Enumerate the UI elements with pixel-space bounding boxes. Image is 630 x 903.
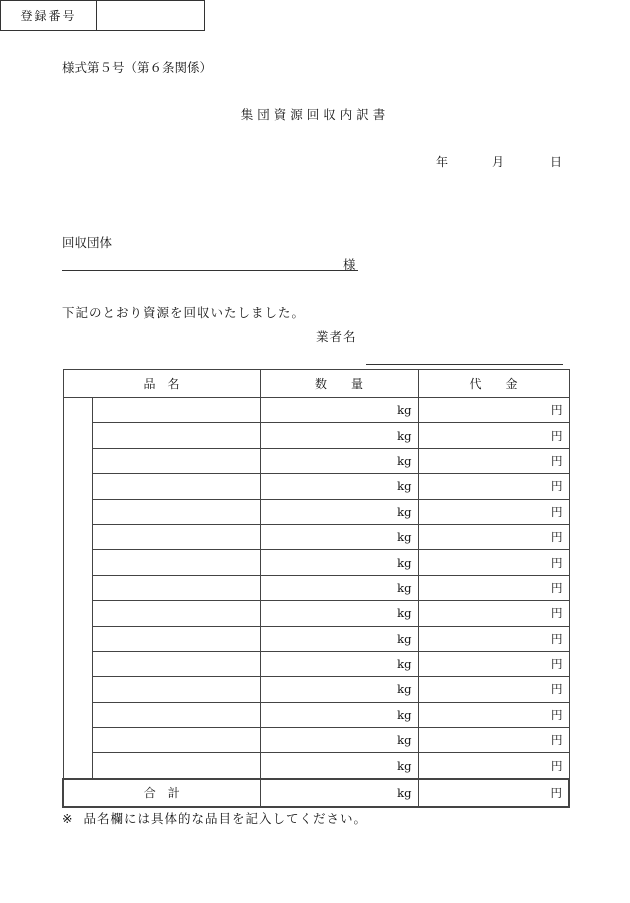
price-unit-yen: 円 xyxy=(551,606,563,621)
quantity-cell[interactable] xyxy=(260,651,418,676)
breakdown-table-wrapper xyxy=(62,369,568,805)
quantity-cell[interactable] xyxy=(260,575,418,600)
registration-number-field[interactable] xyxy=(97,1,204,30)
date-year-label: 年 xyxy=(436,155,449,169)
table-row xyxy=(63,677,569,702)
price-unit-yen: 円 xyxy=(551,682,563,697)
price-cell[interactable] xyxy=(418,728,569,753)
collection-group-underline xyxy=(62,270,358,271)
header-quantity: 数 量 xyxy=(260,370,418,398)
price-unit-yen: 円 xyxy=(551,453,563,468)
quantity-unit-kg: kg xyxy=(397,453,412,468)
item-name-cell[interactable] xyxy=(92,524,260,549)
item-name-cell[interactable] xyxy=(92,728,260,753)
price-cell[interactable] xyxy=(418,474,569,499)
header-item-name: 品 名 xyxy=(63,370,260,398)
total-label: 合 計 xyxy=(63,779,260,807)
price-cell[interactable] xyxy=(418,524,569,549)
item-name-cell[interactable] xyxy=(92,499,260,524)
quantity-cell[interactable] xyxy=(260,423,418,448)
table-row xyxy=(63,728,569,753)
quantity-unit-kg: kg xyxy=(397,733,412,748)
collection-group-name-field[interactable] xyxy=(66,255,336,269)
item-name-cell[interactable] xyxy=(92,448,260,473)
quantity-unit-kg: kg xyxy=(397,758,412,773)
quantity-cell[interactable] xyxy=(260,448,418,473)
table-body xyxy=(63,398,569,807)
total-price-unit-yen: 円 xyxy=(550,785,563,800)
price-cell[interactable] xyxy=(418,423,569,448)
price-unit-yen: 円 xyxy=(551,403,563,418)
price-cell[interactable] xyxy=(418,398,569,423)
price-cell[interactable] xyxy=(418,448,569,473)
statement-text: 下記のとおり資源を回収いたしました。 xyxy=(62,305,306,320)
price-unit-yen: 円 xyxy=(551,428,563,443)
price-unit-yen: 円 xyxy=(551,580,563,595)
table-row xyxy=(63,499,569,524)
vendor-name-field[interactable] xyxy=(368,348,561,362)
table-row xyxy=(63,398,569,423)
item-name-cell[interactable] xyxy=(92,550,260,575)
vendor-label: 業者名 xyxy=(316,329,357,344)
quantity-unit-kg: kg xyxy=(397,428,412,443)
date-day-label: 日 xyxy=(550,155,563,169)
quantity-cell[interactable] xyxy=(260,728,418,753)
table-row xyxy=(63,601,569,626)
quantity-unit-kg: kg xyxy=(397,530,412,545)
table-row xyxy=(63,626,569,651)
total-quantity-cell[interactable] xyxy=(260,779,418,807)
table-header-row xyxy=(63,370,569,398)
quantity-cell[interactable] xyxy=(260,398,418,423)
quantity-unit-kg: kg xyxy=(397,479,412,494)
quantity-unit-kg: kg xyxy=(397,580,412,595)
total-row xyxy=(63,779,569,807)
price-unit-yen: 円 xyxy=(551,555,563,570)
quantity-cell[interactable] xyxy=(260,702,418,727)
date-month-label: 月 xyxy=(492,155,505,169)
item-name-cell[interactable] xyxy=(92,601,260,626)
item-name-cell[interactable] xyxy=(92,575,260,600)
document-title: 集団資源回収内訳書 xyxy=(240,107,390,122)
collection-group-label: 回収団体 xyxy=(62,235,113,250)
table-row xyxy=(63,550,569,575)
price-unit-yen: 円 xyxy=(551,479,563,494)
quantity-unit-kg: kg xyxy=(397,504,412,519)
registration-number-box xyxy=(0,0,205,31)
price-cell[interactable] xyxy=(418,702,569,727)
table-row xyxy=(63,474,569,499)
item-name-cell[interactable] xyxy=(92,474,260,499)
price-cell[interactable] xyxy=(418,499,569,524)
quantity-cell[interactable] xyxy=(260,499,418,524)
footnote-mark: ※ xyxy=(62,811,74,826)
price-unit-yen: 円 xyxy=(551,504,563,519)
item-name-cell[interactable] xyxy=(92,753,260,779)
item-name-cell[interactable] xyxy=(92,651,260,676)
table-row xyxy=(63,753,569,779)
price-unit-yen: 円 xyxy=(551,758,563,773)
honorific-sama: 様 xyxy=(343,257,356,272)
price-unit-yen: 円 xyxy=(551,733,563,748)
price-cell[interactable] xyxy=(418,575,569,600)
footnote-text: 品名欄には具体的な品目を記入してください。 xyxy=(83,811,367,826)
breakdown-table xyxy=(62,369,570,808)
price-cell[interactable] xyxy=(418,626,569,651)
price-unit-yen: 円 xyxy=(551,707,563,722)
category-blank-column[interactable] xyxy=(63,398,92,779)
registration-number-label: 登録番号 xyxy=(1,1,97,30)
quantity-unit-kg: kg xyxy=(397,631,412,646)
price-cell[interactable] xyxy=(418,677,569,702)
table-row xyxy=(63,575,569,600)
item-name-cell[interactable] xyxy=(92,626,260,651)
quantity-cell[interactable] xyxy=(260,474,418,499)
quantity-cell[interactable] xyxy=(260,677,418,702)
price-cell[interactable] xyxy=(418,753,569,779)
table-row xyxy=(63,524,569,549)
quantity-unit-kg: kg xyxy=(397,555,412,570)
quantity-unit-kg: kg xyxy=(397,657,412,672)
price-cell[interactable] xyxy=(418,651,569,676)
table-row xyxy=(63,423,569,448)
quantity-unit-kg: kg xyxy=(397,403,412,418)
quantity-cell[interactable] xyxy=(260,550,418,575)
footnote xyxy=(62,809,367,827)
item-name-cell[interactable] xyxy=(92,702,260,727)
total-price-cell[interactable] xyxy=(418,779,569,807)
table-row xyxy=(63,651,569,676)
price-cell[interactable] xyxy=(418,601,569,626)
item-name-cell[interactable] xyxy=(92,423,260,448)
quantity-unit-kg: kg xyxy=(397,707,412,722)
quantity-cell[interactable] xyxy=(260,626,418,651)
quantity-cell[interactable] xyxy=(260,601,418,626)
header-price: 代 金 xyxy=(418,370,569,398)
quantity-cell[interactable] xyxy=(260,524,418,549)
vendor-underline xyxy=(366,364,563,365)
table-row xyxy=(63,702,569,727)
quantity-unit-kg: kg xyxy=(397,606,412,621)
total-quantity-unit-kg: kg xyxy=(397,785,412,800)
price-unit-yen: 円 xyxy=(551,631,563,646)
item-name-cell[interactable] xyxy=(92,398,260,423)
price-cell[interactable] xyxy=(418,550,569,575)
table-row xyxy=(63,448,569,473)
price-unit-yen: 円 xyxy=(551,657,563,672)
item-name-cell[interactable] xyxy=(92,677,260,702)
form-number: 様式第５号（第６条関係） xyxy=(62,60,213,75)
price-unit-yen: 円 xyxy=(551,530,563,545)
quantity-cell[interactable] xyxy=(260,753,418,779)
quantity-unit-kg: kg xyxy=(397,682,412,697)
